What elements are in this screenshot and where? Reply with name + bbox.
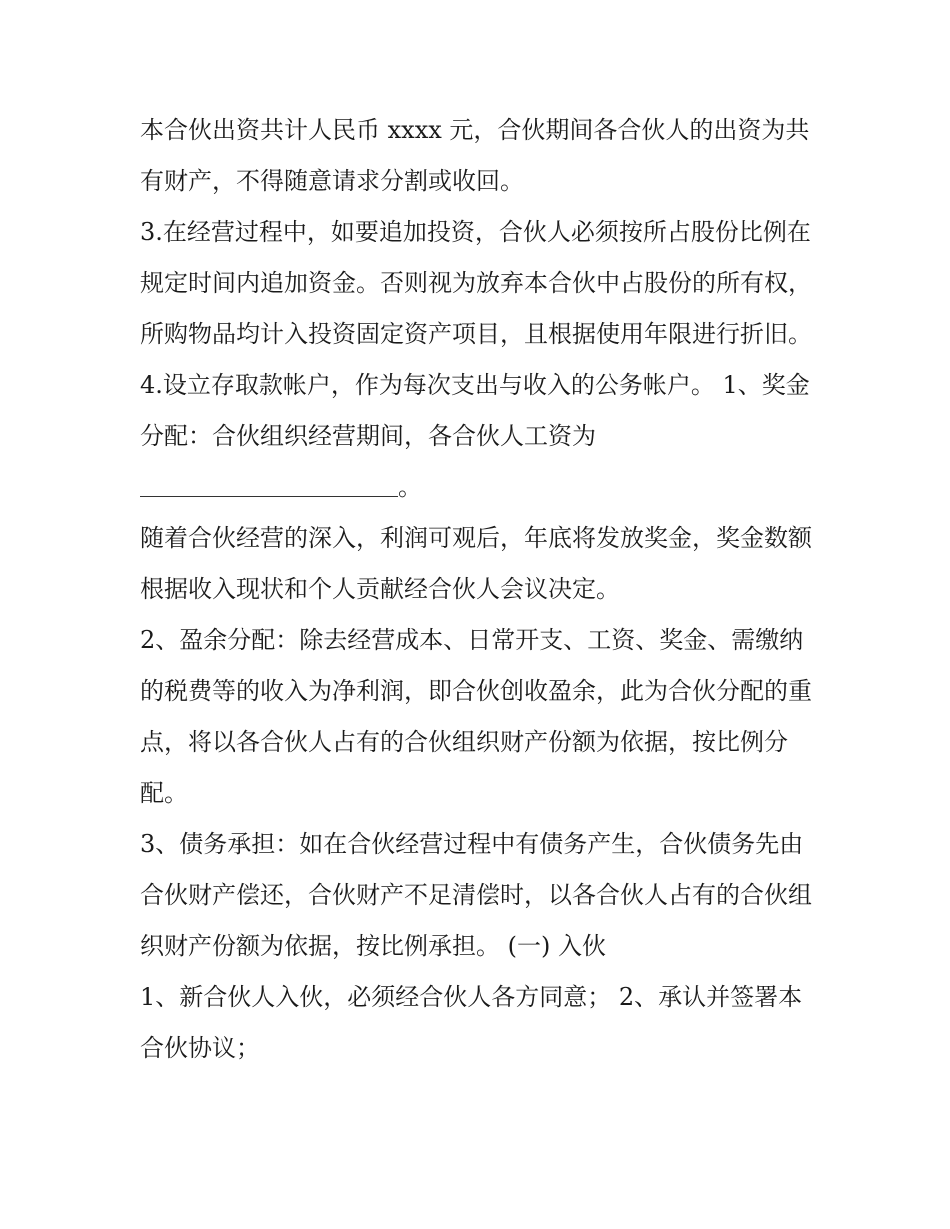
paragraph-year-end-bonus: 随着合伙经营的深入，利润可观后，年底将发放奖金，奖金数额根据收入现状和个人贡献经合伙人会议决定。	[140, 524, 812, 603]
document-body	[140, 105, 820, 1074]
paragraph-additional-investment: 3.在经营过程中，如要追加投资，合伙人必须按所占股份比例在规定时间内追加资金。否则视为放弃本合伙中占股份的所有权，所购物品均计入投资固定资产项目，且根据使用年限进行折旧。	[140, 218, 812, 348]
paragraph-admission: 1、新合伙人入伙，必须经合伙人各方同意； 2、承认并签署本合伙协议；	[140, 983, 803, 1062]
salary-blank-line	[140, 462, 820, 513]
salary-blank-underline	[140, 496, 398, 497]
salary-blank-period: 。	[398, 473, 422, 501]
paragraph-profit-distribution: 2、盈余分配：除去经营成本、日常开支、工资、奖金、需缴纳的税费等的收入为净利润，即合伙创收盈余，此为合伙分配的重点，将以各合伙人占有的合伙组织财产份额为依据，按比例分配。	[140, 626, 812, 807]
paragraph-account-and-bonus: 4.设立存取款帐户，作为每次支出与收入的公务帐户。 1、奖金分配：合伙组织经营期间，各合伙人工资为	[140, 371, 810, 450]
paragraph-debt-liability: 3、债务承担：如在合伙经营过程中有债务产生，合伙债务先由合伙财产偿还，合伙财产不足清偿时，以各合伙人占有的合伙组织财产份额为依据，按比例承担。 (一) 入伙	[140, 830, 812, 960]
paragraph-capital: 本合伙出资共计人民币 xxxx 元，合伙期间各合伙人的出资为共有财产，不得随意请求分割或收回。	[140, 116, 810, 195]
